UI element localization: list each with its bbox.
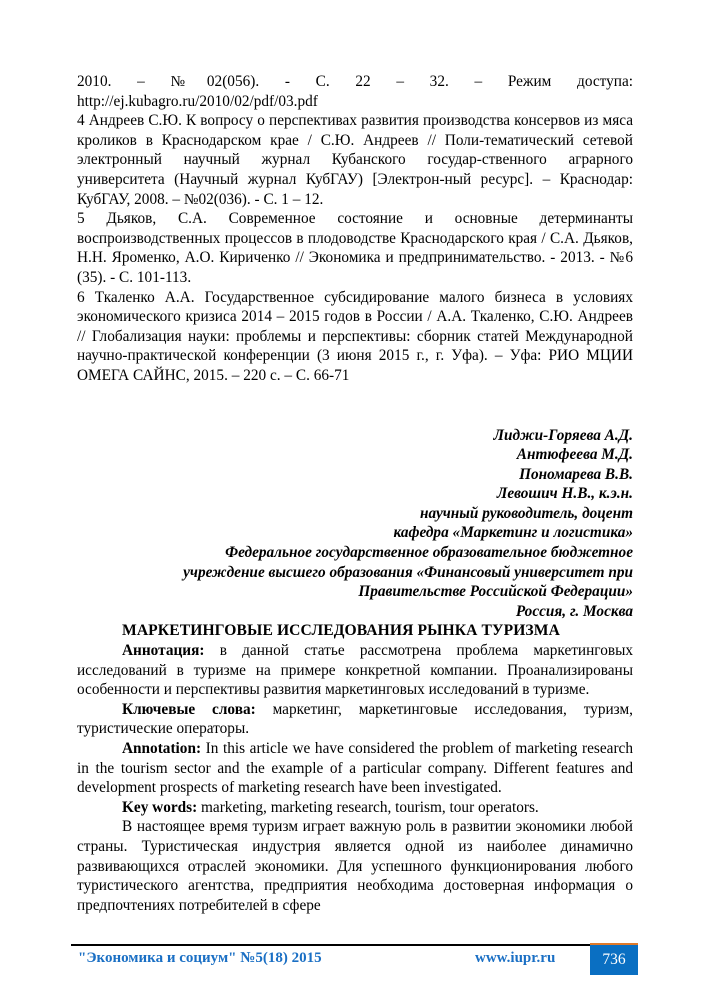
author-name: Антюфеева М.Д. bbox=[516, 446, 633, 464]
keywords-en-label: Key words: bbox=[122, 798, 198, 816]
document-page bbox=[77, 72, 633, 915]
footer-website-link[interactable]: www.iupr.ru bbox=[475, 950, 556, 966]
annotation-en-label: Annotation: bbox=[122, 740, 202, 757]
keywords-en-text: marketing, marketing research, tourism, tour operators. bbox=[197, 798, 539, 816]
spacer bbox=[77, 386, 633, 426]
reference-item: 5 Дьяков, С.А. Современное состояние и основные детерминанты воспроизводственных процессов в плодоводстве Краснодарского края / С.А. Дьяков, Н.Н. Яроменко, А.О. Кириченко // Экономика и предпринимательство. - 2013. - №6 (35). - С. 101-113. bbox=[77, 210, 633, 286]
author-institution: Правительстве Российской Федерации» bbox=[358, 583, 633, 601]
keywords-ru-text: маркетинг, маркетинговые исследования, туризм, туристические операторы. bbox=[77, 700, 633, 738]
author-institution: Федеральное государственное образовательное бюджетное bbox=[225, 544, 633, 562]
author-role: научный руководитель, доцент bbox=[420, 504, 633, 522]
annotation-en bbox=[77, 739, 633, 798]
annotation-ru-label: Аннотация: bbox=[122, 642, 205, 660]
reference-item: 2010. – №02(056). - С. 22 – 32. – Режим доступа: http://ej.kubagro.ru/2010/02/pdf/03.pdf bbox=[77, 73, 633, 110]
author-name: Левошич Н.В., к.э.н. bbox=[496, 485, 633, 503]
author-name: Лиджи-Горяева А.Д. bbox=[493, 426, 633, 444]
annotation-en-text: In this article we have considered the problem of marketing research in the tourism sector and the example of a particular company. Different features and development prospects of marketing research have been investigated. bbox=[77, 740, 633, 797]
keywords-en bbox=[77, 798, 633, 818]
page-number-badge: 736 bbox=[590, 943, 638, 975]
reference-item: 4 Андреев С.Ю. К вопросу о перспективах развития производства консервов из мяса кроликов в Краснодарском крае / С.Ю. Андреев // Поли-тематический сетевой электронный научный журнал Кубанского государ-ственного аграрного университета (Научный журнал КубГАУ) [Электрон-ный ресурс]. – Краснодар: КубГАУ, 2008. – №02(036). - С. 1 – 12. bbox=[77, 112, 633, 208]
keywords-ru bbox=[77, 700, 633, 739]
keywords-ru-label: Ключевые слова: bbox=[122, 700, 256, 718]
article-title: МАРКЕТИНГОВЫЕ ИССЛЕДОВАНИЯ РЫНКА ТУРИЗМА bbox=[122, 622, 560, 640]
annotation-ru bbox=[77, 641, 633, 700]
body-paragraph: В настоящее время туризм играет важную роль в развитии экономики любой страны. Туристическая индустрия является одной из наиболее динамично развивающихся отраслей экономики. Для успешного функционирования любого туристического агентства, предприятия необходима достоверная информация о предпочтениях потребителей в сфере bbox=[77, 818, 633, 914]
footer-journal-title: "Экономика и социум" №5(18) 2015 bbox=[78, 950, 322, 966]
footer-divider bbox=[71, 944, 590, 946]
author-institution: учреждение высшего образования «Финансовый университет при bbox=[183, 563, 633, 581]
author-name: Пономарева В.В. bbox=[519, 465, 633, 483]
annotation-ru-text: в данной статье рассмотрена проблема маркетинговых исследований в туризме на примере конкретной компании. Проанализированы особенности и перспективы развития маркетинговых исследований в туризме. bbox=[77, 642, 633, 699]
author-block bbox=[77, 426, 633, 622]
author-department: кафедра «Маркетинг и логистика» bbox=[393, 524, 633, 542]
reference-item: 6 Ткаленко А.А. Государственное субсидирование малого бизнеса в условиях экономического кризиса 2014 – 2015 годов в России / А.А. Ткаленко, С.Ю. Андреев // Глобализация науки: проблемы и перспективы: сборник статей Международной научно-практической конференции (3 июня 2015 г., г. Уфа). – Уфа: РИО МЦИИ ОМЕГА САЙНС, 2015. – 220 с. – С. 66-71 bbox=[77, 288, 633, 384]
references-list bbox=[77, 72, 633, 386]
author-location: Россия, г. Москва bbox=[515, 602, 633, 620]
